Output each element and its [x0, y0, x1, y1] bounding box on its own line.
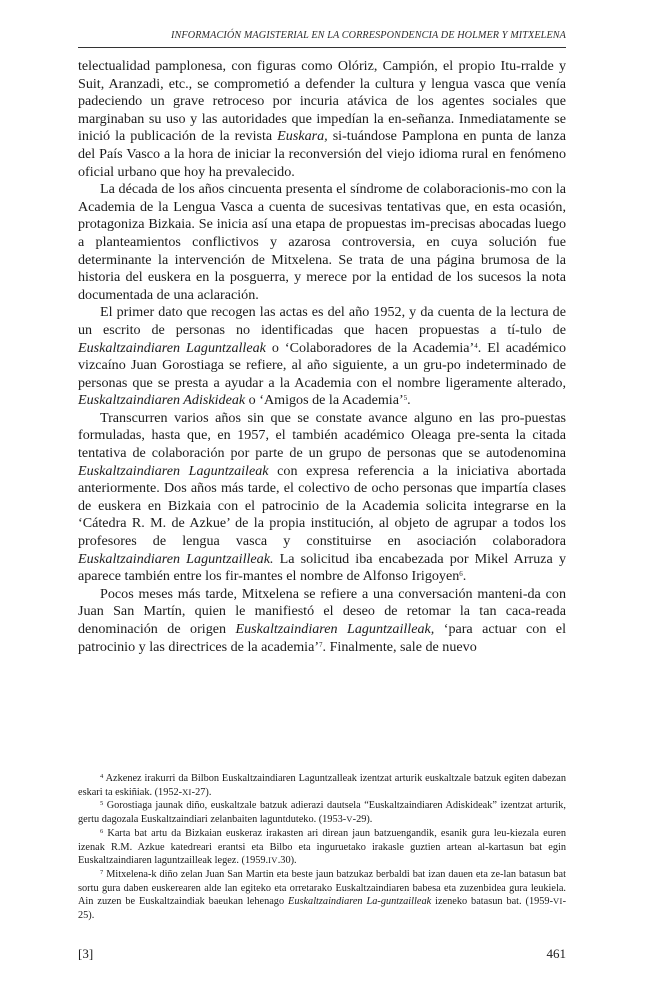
- italic-term: Euskaltzaindiaren Adiskideak: [78, 392, 246, 409]
- paragraph-2: La década de los años cincuenta presenta el síndrome de colaboracionis-mo con la Academia de la Lengua Vasca a cuenta de sucesivas tentativas que, en esta ocasión, protagoniza Bizkaia. Se inicia así una etapa de propuestas im-precisas abocadas luego a planteamientos conflictivos y azarosa controversia, en cuya solución fue determinante la intervención de Mitxelena. Se trata de una página brumosa de la historia del euskera en la posguerra, y merece por la entidad de los sucesos la nota documentada de una aclaración.: [78, 181, 566, 303]
- section-number: [3]: [78, 946, 94, 961]
- text-run: El primer dato que recogen las actas es del año 1952, y da cuenta de la lectura de un escrito de personas no identificadas que hacen propuestas a tí-tulo de: [78, 304, 566, 338]
- text-run: o ‘Colaboradores de la Academia’: [265, 339, 475, 356]
- header-rule: [78, 47, 566, 48]
- text-run: Pocos meses más tarde, Mitxelena se refiere a una conversación manteni-da con Juan San Martín, quien le manifiestó el deseo de retomar la tan caca-reada denominación de origen: [78, 585, 566, 637]
- footnote-text: -25).: [78, 896, 567, 922]
- italic-term: Euskaltzaindiaren La-guntzailleak: [288, 896, 432, 908]
- footnote-number: 7: [100, 868, 104, 876]
- text-run: o ‘Amigos de la Academia’: [245, 392, 404, 409]
- text-run: con expresa referencia a la iniciativa abortada anteriormente. Dos años más tarde, el colectivo de ocho personas que impartía clases de euskera en Bizkaia con el patrocinio de la Academia solicita integrarse en la ‘Cátedra R. M. de Azkue’ de la propia institución, al objeto de agrupar a todos los profesores de lengua vasca y constituirse en asociación colaboradora: [78, 462, 566, 550]
- footnote-4: [78, 772, 566, 799]
- footnotes: [78, 772, 566, 923]
- footnote-number: 6: [100, 827, 104, 835]
- text-run: Transcurren varios años sin que se constate avance alguno en las pro-puestas formuladas, hasta que, en 1957, el también académico Oleaga pre-senta la citada tentativa de colaboración por parte de un grupo de personas que se autodenomina: [78, 409, 566, 462]
- footnote-number: 4: [100, 773, 104, 780]
- footnote-text: -29).: [352, 814, 373, 826]
- running-head: INFORMACIÓN MAGISTERIAL EN LA CORRESPONDENCIA DE HOLMER Y MITXELENA: [171, 30, 566, 41]
- footnote-number: 5: [100, 800, 104, 808]
- footnote-text: -27).: [191, 786, 212, 798]
- page-number: 461: [546, 946, 566, 961]
- footnote-6: [78, 827, 566, 868]
- text-run: ‘para actuar con el patrocinio y las directrices de la academia’: [78, 621, 566, 655]
- text-run: .: [462, 568, 467, 585]
- footnote-text: Mitxelena-k diño zelan Juan San Martin eta beste jaun batzukaz berbaldi bat izan dauen eta ze-lan batasun bat sortu gura daben euskerearen alde lan egiteko eta orretarako Euskaltzaindiaren babesa eta zuzenbidea gura leukiela. Ain zuzen be Euskaltzaindiak baeukan lehenago: [78, 868, 566, 908]
- text-run: . El académico vizcaíno Juan Gorostiaga se refiere, al año siguiente, a un gru-po indeterminado de personas que se presta a ayudar a la Academia con el nombre ligeramente alterado,: [78, 339, 566, 391]
- small-caps-numeral: XI: [182, 786, 192, 797]
- footnote-text: Karta bat artu da Bizkaian euskeraz irakasten ari direan jaun batzuengandik, esanik gura leu-kiezala euren izenak R.M. Azkue katedreari erantsi eta Bilbo eta inguruetako irakasle guztien artean al-kartasun bat egin Euskaltzaindiaren laguntzailleak legez. (1959.: [78, 827, 567, 867]
- small-caps-numeral: V: [346, 814, 353, 825]
- paragraph-3: [78, 304, 566, 410]
- paragraph-1: [78, 58, 566, 181]
- footnote-ref[interactable]: 4: [474, 341, 478, 350]
- text-run: si-tuándose Pamplona en punta de lanza del País Vasco a la hora de iniciar la reconversión del viejo idioma rural en fenómeno oficial urbano que hoy ha prevalecido.: [78, 128, 566, 180]
- italic-term: Euskaltzaindiaren Laguntzailleak,: [235, 621, 435, 637]
- footnote-text: Gorostiaga jaunak diño, euskaltzale batzuk adierazi dautsela “Euskaltzaindiaren Adiskideak” izentzat arturik, gertu dagozala Euskaltzaindiari zelanbaiten laguntduteko. (1953-: [78, 800, 566, 826]
- footnote-7: [78, 868, 566, 923]
- footnote-ref[interactable]: 6: [459, 570, 463, 579]
- text-run: La solicitud iba encabezada por Mikel Arruza y aparece también entre los fir-mantes el nombre de Alfonso Irigoyen: [78, 550, 566, 585]
- footnote-ref[interactable]: 7: [319, 640, 323, 649]
- footnote-ref[interactable]: 5: [403, 394, 408, 403]
- text-run: .: [407, 392, 411, 409]
- small-caps-numeral: VI: [553, 896, 563, 907]
- paragraph-4: [78, 410, 566, 586]
- footnote-text: izeneko batasun bat. (1959-: [431, 896, 553, 908]
- footnote-text: .30).: [277, 855, 297, 867]
- italic-term: Euskara,: [277, 128, 328, 145]
- footnote-text: Azkenez irakurri da Bilbon Euskaltzaindiaren Laguntzalleak izentzat arturik euskaltzale batzuk egiten dabezan eskari ta eskiñiak. (1952-: [78, 773, 566, 798]
- text-run: telectualidad pamplonesa, con figuras como Olóriz, Campión, el propio Itu-rralde y Suit, Aranzadi, etc., se comprometió a defender la cultura y lengua vasca que venía padeciendo un grave retroceso por incuria atávica de los agentes sociales que marginaban su uso y las autoridades que impedían la en-señanza. Inmediatamente se inició la publicación de la revista: [78, 58, 566, 145]
- italic-term: Euskaltzaindiaren Laguntzalleak: [78, 339, 266, 356]
- italic-term: Euskaltzaindiaren Laguntzaileak: [78, 462, 269, 479]
- footnote-5: [78, 799, 566, 826]
- italic-term: Euskaltzaindiaren Laguntzailleak.: [78, 550, 274, 567]
- small-caps-numeral: IV: [268, 855, 278, 866]
- body-text: [78, 58, 566, 656]
- paragraph-5: [78, 586, 566, 656]
- text-run: . Finalmente, sale de nuevo: [322, 638, 477, 655]
